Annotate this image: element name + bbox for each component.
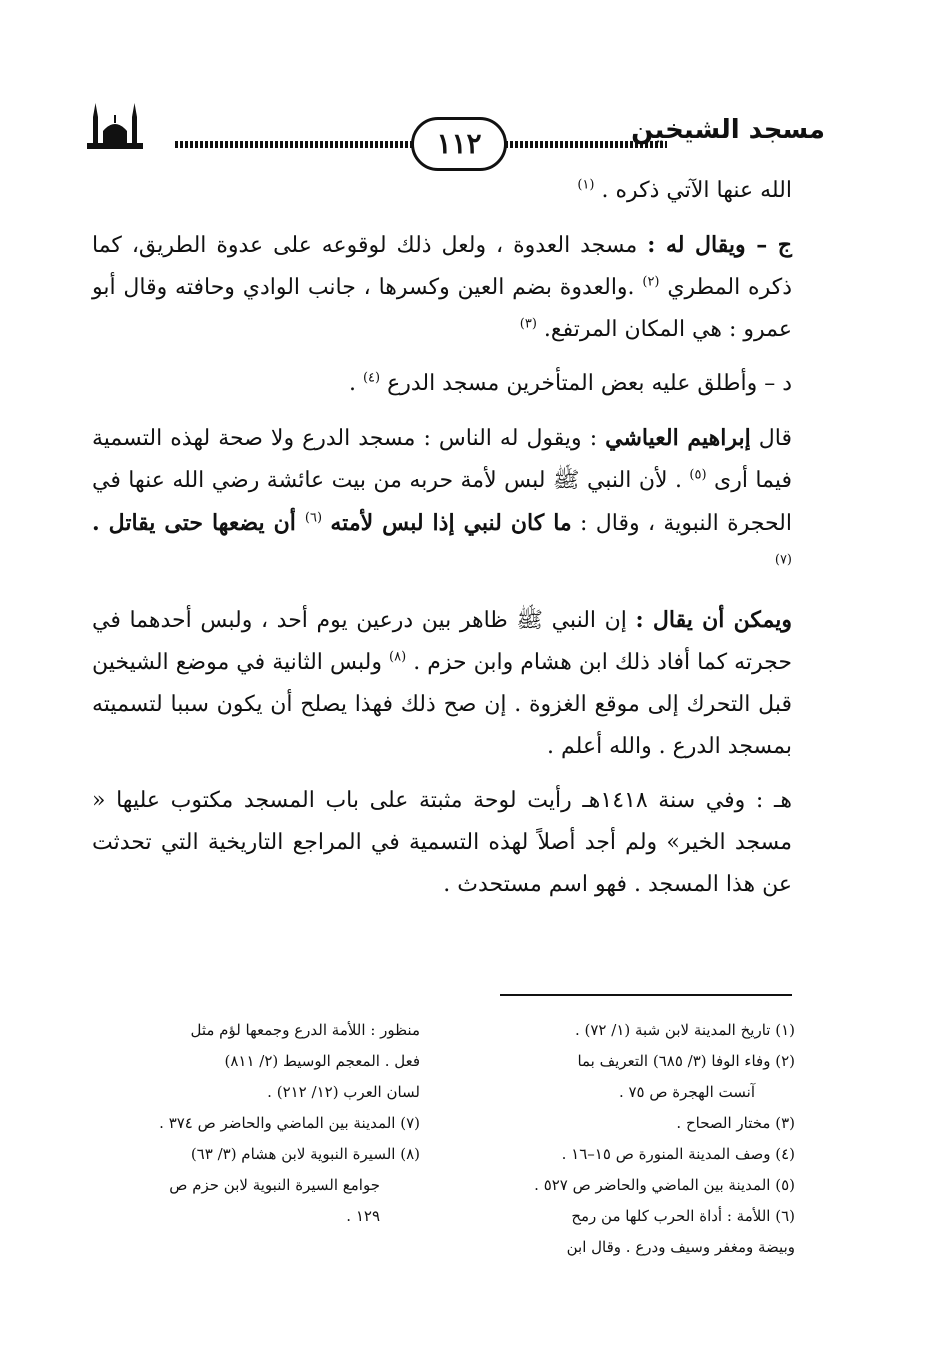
page-header [85,95,825,165]
footnote-line: (٨) السيرة النبوية لابن هشام (٣/ ٦٣) [190,1145,420,1163]
p4-name: إبراهيم العياشي [605,425,751,451]
footnote-ref-3: (٣) [519,316,537,332]
page-title: مسجد الشيخين [631,115,825,145]
header-rule-left [175,141,413,148]
footnote-ref-7: (٧) [774,552,792,568]
footnote-line: لسان العرب (١٢/ ٢١٢) . [267,1083,420,1101]
footnote-line: ١٢٩ . [346,1207,380,1225]
paragraph-2 [92,224,792,351]
footnote-line: (٤) وصف المدينة المنورة ص ١٥–١٦ . [561,1145,795,1163]
p5-lead: ويمكن أن يقال : [635,607,792,633]
footnotes-left-column [90,1015,420,1232]
footnote-line: (٢) وفاء الوفا (٣/ ٦٨٥) التعريف بما [577,1052,795,1070]
footnote-ref-5: (٥) [689,467,707,483]
paragraph-4 [92,417,792,587]
footnote-line: جوامع السيرة النبوية لابن حزم ص [169,1176,380,1194]
footnote-ref-2: (٢) [642,274,660,290]
p1-text: الله عنها الآتي ذكره . [601,178,792,203]
footnote-separator [500,994,792,996]
p3-text: د – وأطلق عليه بعض المتأخرين مسجد الدرع [387,371,792,396]
footnote-line: آنست الهجرة ص ٧٥ . [618,1083,755,1101]
paragraph-6 [92,780,792,906]
p2-text2: .والعدوة بضم العين وكسرها ، جانب الوادي وحافته وقال أبو عمرو : هي المكان المرتفع. [92,275,792,342]
footnote-line: (٣) مختار الصحاح . [676,1114,795,1132]
p4-c: . لأن النبي ﷺ لبس لأمة حربه من بيت عائشة رضي الله عنها في الحجرة النبوية ، وقال : [92,468,792,536]
footnote-line: (١) تاريخ المدينة لابن شبة (١/ ٧٢) . [574,1021,795,1039]
mosque-icon [85,95,145,155]
footnote-ref-8: (٨) [389,649,407,665]
footnote-line: (٦) اللأمة : أداة الحرب كلها من رمح [571,1207,795,1225]
paragraph-5 [92,599,792,768]
paragraph-3 [92,363,792,405]
p5-a: إن النبي ﷺ ظاهر بين درعين يوم أحد ، ولبس أحدهما في حجرته كما أفاد ذلك ابن هشام وابن حزم . [92,608,792,675]
main-text [92,170,792,918]
p2-lead: ج – ويقال له : [647,232,792,258]
p4-quote1: ما كان لنبي إذا لبس لأمته [330,510,572,536]
footnotes-right-column [465,1015,795,1263]
p3-end: . [348,371,363,396]
page-number: ١١٢ [411,117,507,171]
p4-a: قال [750,426,792,451]
p4-b: : ويقول له الناس : مسجد الدرع ولا صحة لهذه التسمية فيما أرى [92,426,792,493]
footnote-line: فعل . المعجم الوسيط (٢/ ٨١١) [224,1052,420,1070]
p6-text: هـ : وفي سنة ١٤١٨هـ رأيت لوحة مثبتة على باب المسجد مكتوب عليها « مسجد الخير» ولم أجد أصلاً لهذه التسمية في المراجع التاريخية التي تحدثت عن هذا المسجد . فهو اسم مستحدث . [92,788,792,897]
footnote-ref-4: (٤) [362,370,381,386]
p4-quote2: أن يضعها حتى يقاتل . [92,510,305,536]
paragraph-1 [92,170,792,212]
p2-text: مسجد العدوة ، ولعل ذلك لوقوعه على عدوة الطريق، كما ذكره المطري [92,233,792,300]
footnote-ref-1: (١) [577,177,595,193]
footnote-line: (٥) المدينة بين الماضي والحاضر ص ٥٢٧ . [534,1176,795,1194]
footnote-line: وبيضة ومغفر وسيف ودرع . وقال ابن [566,1238,795,1256]
footnote-line: (٧) المدينة بين الماضي والحاضر ص ٣٧٤ . [159,1114,420,1132]
p5-b: ولبس الثانية في موضع الشيخين قبل التحرك إلى موقع الغزوة . إن صح ذلك فهذا يصلح أن يكون سببا لتسميته بمسجد الدرع . والله أعلم . [92,650,792,759]
footnote-line: منظور : اللأمة الدرع وجمعها لؤم مثل [190,1021,420,1039]
footnote-ref-6: (٦) [304,510,323,526]
